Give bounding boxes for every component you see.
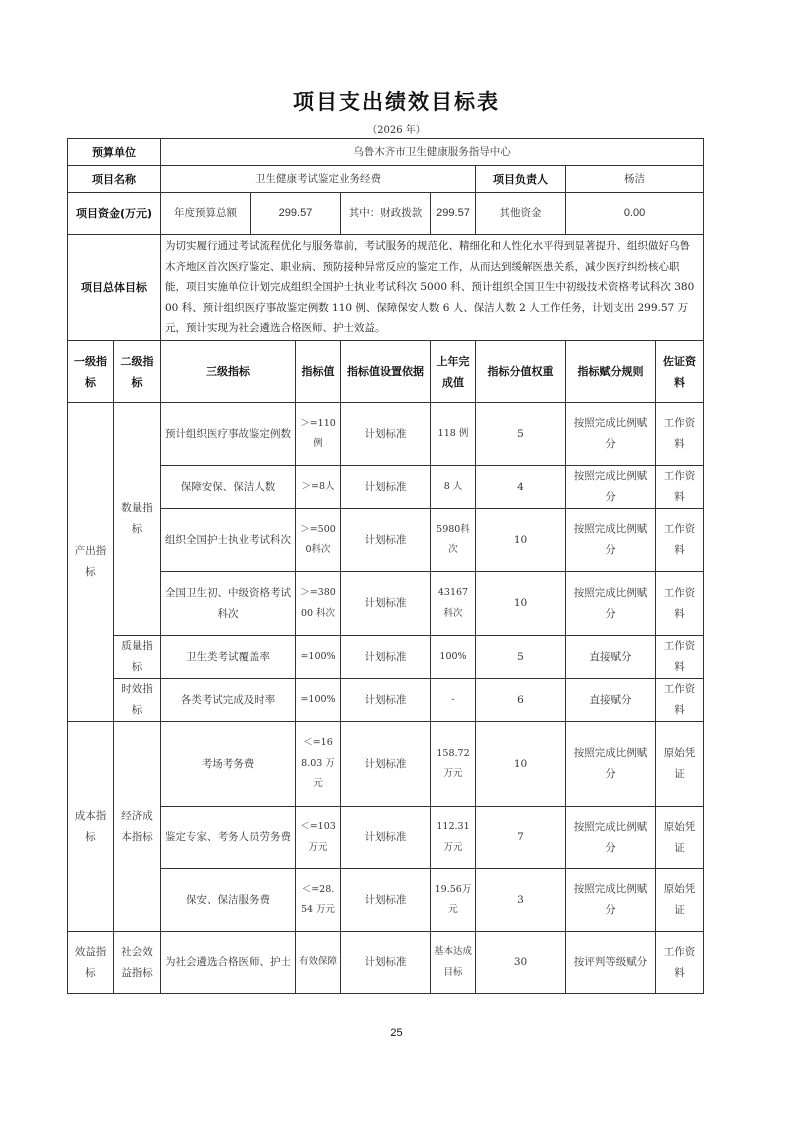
- indicator-weight: 10: [476, 572, 566, 636]
- indicator-weight: 10: [476, 722, 566, 807]
- indicator-last-year: 43167科次: [431, 572, 476, 636]
- indicator-name: 全国卫生初、中级资格考试科次: [161, 572, 296, 636]
- indicator-name: 预计组织医疗事故鉴定例数: [161, 403, 296, 466]
- indicator-name: 保安、保洁服务费: [161, 869, 296, 932]
- indicator-rule: 按照完成比例赋分: [566, 807, 656, 869]
- indicator-evidence: 工作资料: [656, 509, 704, 572]
- indicator-value: =100%: [296, 679, 341, 722]
- fiscal-value: 299.57: [431, 193, 476, 235]
- indicator-row: [68, 722, 704, 807]
- indicator-rule: 按照完成比例赋分: [566, 869, 656, 932]
- indicator-evidence: 工作资料: [656, 932, 704, 994]
- funds-label: 项目资金(万元): [68, 193, 161, 235]
- indicator-value: ＞=110例: [296, 403, 341, 466]
- indicator-last-year: 100%: [431, 636, 476, 679]
- indicator-basis: 计划标准: [341, 807, 431, 869]
- indicator-evidence: 工作资料: [656, 466, 704, 509]
- indicator-name: 鉴定专家、考务人员劳务费: [161, 807, 296, 869]
- indicator-rule: 直接赋分: [566, 636, 656, 679]
- indicator-basis: 计划标准: [341, 403, 431, 466]
- indicator-weight: 5: [476, 403, 566, 466]
- indicator-row: [68, 807, 704, 869]
- indicator-name: 卫生类考试覆盖率: [161, 636, 296, 679]
- indicator-last-year: 基本达成目标: [431, 932, 476, 994]
- budget-unit-label: 预算单位: [68, 139, 161, 166]
- budget-unit-value: 乌鲁木齐市卫生健康服务指导中心: [161, 139, 704, 166]
- indicator-last-year: 158.72 万元: [431, 722, 476, 807]
- budget-unit-row: [68, 139, 704, 166]
- indicator-last-year: 5980科次: [431, 509, 476, 572]
- indicator-last-year: 8 人: [431, 466, 476, 509]
- indicator-basis: 计划标准: [341, 572, 431, 636]
- owner-value: 杨洁: [566, 166, 704, 193]
- indicator-basis: 计划标准: [341, 466, 431, 509]
- annual-total-label: 年度预算总额: [161, 193, 251, 235]
- group-quality: 质量指标: [114, 636, 161, 679]
- indicator-value: ＞=5000科次: [296, 509, 341, 572]
- indicator-row: [68, 466, 704, 509]
- indicator-value: =100%: [296, 636, 341, 679]
- group-quantity: 数量指标: [114, 403, 161, 636]
- fiscal-label: 其中：财政拨款: [341, 193, 431, 235]
- indicator-weight: 6: [476, 679, 566, 722]
- other-funds-value: 0.00: [566, 193, 704, 235]
- header-rule: 指标赋分规则: [566, 341, 656, 403]
- group-benefit: 效益指标: [68, 932, 114, 994]
- project-name-value: 卫生健康考试鉴定业务经费: [161, 166, 476, 193]
- indicator-evidence: 原始凭证: [656, 722, 704, 807]
- indicator-basis: 计划标准: [341, 932, 431, 994]
- header-level3: 三级指标: [161, 341, 296, 403]
- indicator-last-year: 118 例: [431, 403, 476, 466]
- header-evidence: 佐证资料: [656, 341, 704, 403]
- header-last-year: 上年完成值: [431, 341, 476, 403]
- header-level2: 二级指标: [114, 341, 161, 403]
- indicator-weight: 3: [476, 869, 566, 932]
- indicator-row: [68, 932, 704, 994]
- indicator-rule: 按照完成比例赋分: [566, 509, 656, 572]
- header-value: 指标值: [296, 341, 341, 403]
- indicator-weight: 10: [476, 509, 566, 572]
- indicator-basis: 计划标准: [341, 636, 431, 679]
- indicator-weight: 4: [476, 466, 566, 509]
- indicator-evidence: 工作资料: [656, 403, 704, 466]
- indicator-rule: 按照完成比例赋分: [566, 722, 656, 807]
- indicator-weight: 5: [476, 636, 566, 679]
- indicator-rule: 按照完成比例赋分: [566, 466, 656, 509]
- group-output: 产出指标: [68, 403, 114, 722]
- group-social-benefit: 社会效益指标: [114, 932, 161, 994]
- indicator-value: ＞=8人: [296, 466, 341, 509]
- overall-goal-row: [68, 235, 704, 341]
- indicator-row: [68, 572, 704, 636]
- owner-label: 项目负责人: [476, 166, 566, 193]
- indicator-rule: 按照完成比例赋分: [566, 403, 656, 466]
- annual-total-value: 299.57: [251, 193, 341, 235]
- indicator-basis: 计划标准: [341, 722, 431, 807]
- indicator-name: 保障安保、保洁人数: [161, 466, 296, 509]
- performance-target-table: [67, 138, 704, 994]
- indicator-last-year: 19.56万元: [431, 869, 476, 932]
- project-name-row: [68, 166, 704, 193]
- indicator-row: [68, 403, 704, 466]
- indicator-weight: 30: [476, 932, 566, 994]
- indicator-evidence: 原始凭证: [656, 869, 704, 932]
- project-name-label: 项目名称: [68, 166, 161, 193]
- indicator-last-year: -: [431, 679, 476, 722]
- indicator-evidence: 工作资料: [656, 636, 704, 679]
- indicator-name: 为社会遴选合格医师、护士: [161, 932, 296, 994]
- header-level1: 一级指标: [68, 341, 114, 403]
- indicator-value: ＜=28.54 万元: [296, 869, 341, 932]
- indicator-header-row: [68, 341, 704, 403]
- page-number: 25: [390, 1027, 403, 1039]
- indicator-name: 各类考试完成及时率: [161, 679, 296, 722]
- indicator-value: ＜=168.03 万元: [296, 722, 341, 807]
- indicator-last-year: 112.31 万元: [431, 807, 476, 869]
- indicator-evidence: 工作资料: [656, 572, 704, 636]
- indicator-row: [68, 636, 704, 679]
- indicator-rule: 按评判等级赋分: [566, 932, 656, 994]
- other-funds-label: 其他资金: [476, 193, 566, 235]
- indicator-row: [68, 679, 704, 722]
- header-weight: 指标分值权重: [476, 341, 566, 403]
- indicator-basis: 计划标准: [341, 509, 431, 572]
- indicator-value: 有效保障: [296, 932, 341, 994]
- overall-goal-text: 为切实履行通过考试流程优化与服务靠前，考试服务的规范化、精细化和人性化水平得到显著提升、组织做好乌鲁木齐地区首次医疗鉴定、职业病、预防接种异常反应的鉴定工作，从而达到缓解医患关系，减少医疗纠纷核心职能，项目实施单位计划完成组织全国护士执业考试科次 5000 科、预计组织全国卫生中初级技术资格考试科次 38000 科、预计组织医疗事故鉴定例数 110 例、保障保安人数 6 人、保洁人数 2 人工作任务，计划支出 299.57 万元，预计实现为社会遴选合格医师、护士效益。: [161, 235, 704, 341]
- document-year: （2026 年）: [367, 125, 426, 136]
- indicator-evidence: 工作资料: [656, 679, 704, 722]
- header-basis: 指标值设置依据: [341, 341, 431, 403]
- group-economic-cost: 经济成本指标: [114, 722, 161, 932]
- group-timeliness: 时效指标: [114, 679, 161, 722]
- indicator-value: ＞=38000 科次: [296, 572, 341, 636]
- indicator-row: [68, 869, 704, 932]
- indicator-rule: 直接赋分: [566, 679, 656, 722]
- group-cost: 成本指标: [68, 722, 114, 932]
- indicator-weight: 7: [476, 807, 566, 869]
- indicator-evidence: 原始凭证: [656, 807, 704, 869]
- indicator-basis: 计划标准: [341, 679, 431, 722]
- indicator-name: 组织全国护士执业考试科次: [161, 509, 296, 572]
- indicator-rule: 按照完成比例赋分: [566, 572, 656, 636]
- indicator-row: [68, 509, 704, 572]
- document-title: 项目支出绩效目标表: [293, 90, 500, 114]
- indicator-value: ＜=103万元: [296, 807, 341, 869]
- indicator-basis: 计划标准: [341, 869, 431, 932]
- indicator-name: 考场考务费: [161, 722, 296, 807]
- funds-row: [68, 193, 704, 235]
- overall-goal-label: 项目总体目标: [68, 235, 161, 341]
